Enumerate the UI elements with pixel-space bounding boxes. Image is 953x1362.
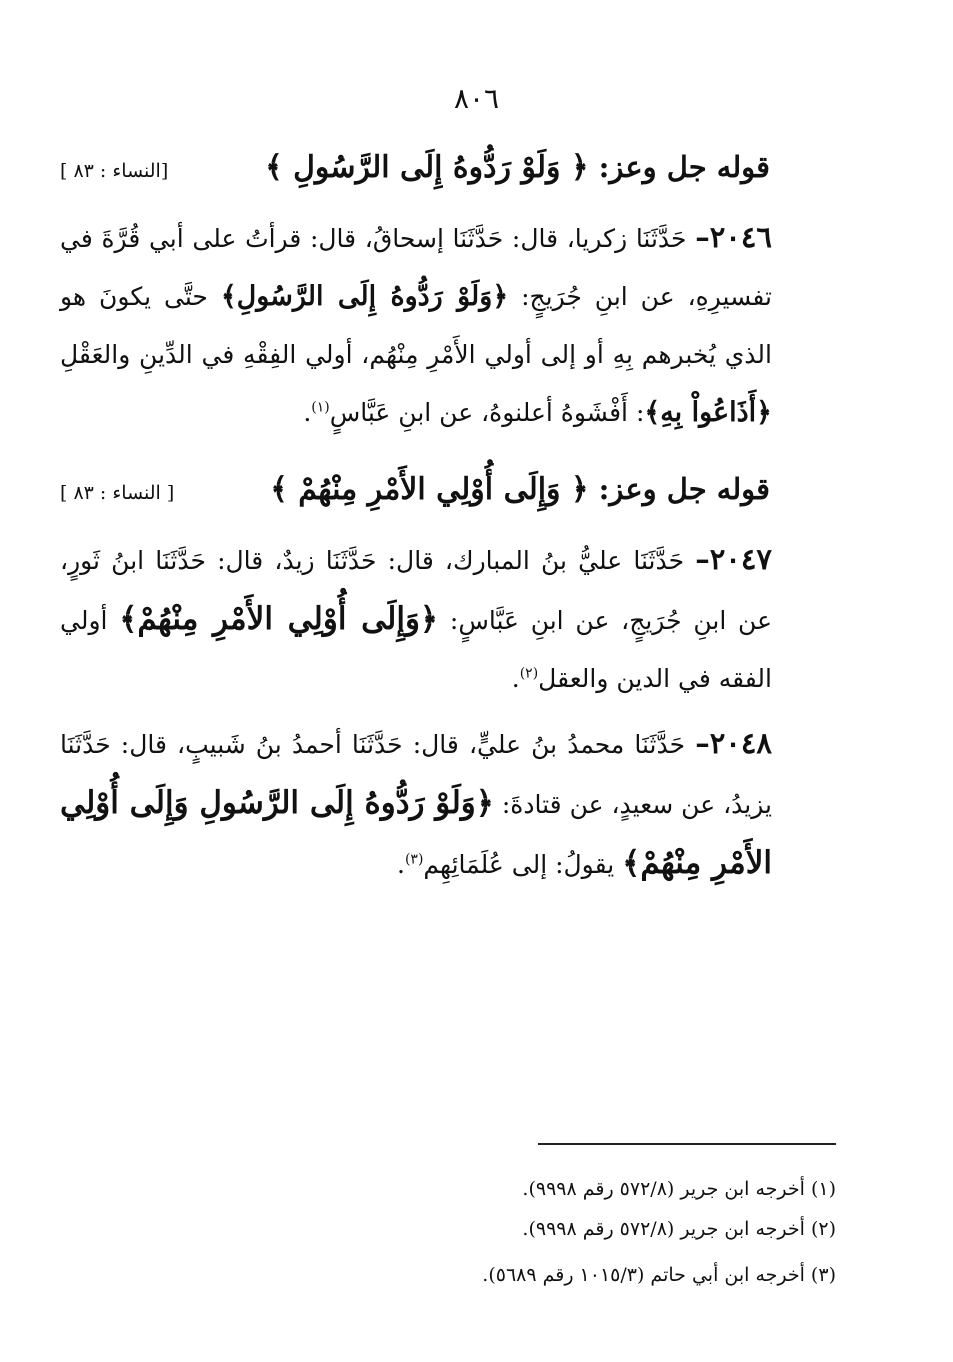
footnote-1: (١) أخرجه ابن جرير (٥٧٢/٨ رقم ٩٩٩٨). bbox=[522, 1178, 836, 1200]
footnote-separator bbox=[538, 1143, 836, 1145]
hadith-text: حَدَّثَنَا زكريا، قال: حَدَّثَنَا إسحاقُ، قال: قرأتُ على أبي قُرَّةَ في تفسيرِهِ، عن ابنِ جُرَيجٍ: bbox=[60, 224, 772, 311]
hadith-text: حتَّى يكونَ هو الذي يُخبرهم بِهِ أو إلى أولي الأَمْرِ مِنْهُم، أولي الفِقْهِ في الدِّينِ والعَقْلِ bbox=[60, 282, 772, 369]
hadith-text: حَدَّثَنَا محمدُ بنُ عليٍّ، قال: حَدَّثَنَا أحمدُ بنُ شَبيبٍ، قال: حَدَّثَنَا يزيدُ، عن سعيدٍ، عن قتادةَ: bbox=[60, 730, 772, 819]
sentence-end: . bbox=[397, 850, 405, 879]
page-number: ٨٠٦ bbox=[453, 82, 500, 115]
footnote-marker: (٣) bbox=[404, 851, 424, 868]
hadith-2048 bbox=[60, 714, 772, 894]
section-heading-2 bbox=[60, 472, 770, 507]
sentence-end: . bbox=[303, 398, 312, 427]
footnote-3: (٣) أخرجه ابن أبي حاتم (١٠١٥/٣ رقم ٥٦٨٩). bbox=[482, 1264, 836, 1286]
heading-verse: ﴿ وَلَوْ رَدُّوهُ إِلَى الرَّسُولِ ﴾ bbox=[265, 150, 589, 185]
heading-prefix: قوله جل وعز: bbox=[598, 472, 770, 506]
hadith-number: ٢٠٤٦– bbox=[695, 220, 772, 254]
hadith-text: حَدَّثَنَا عليُّ بنُ المبارك، قال: حَدَّثَنَا زيدٌ، قال: حَدَّثَنَا ابنُ ثَورٍ، عن ابنِ جُرَيجٍ، عن ابنِ عَبَّاسٍ: bbox=[60, 546, 773, 635]
quran-quote: ﴿وَلَوْ رَدُّوهُ إِلَى الرَّسُولِ﴾ bbox=[220, 281, 509, 312]
hadith-text: أولي الفقه في الدين والعقل bbox=[60, 606, 772, 693]
hadith-number: ٢٠٤٧– bbox=[695, 542, 772, 576]
footnote-marker: (٢) bbox=[519, 665, 539, 682]
hadith-text: : أَفْشَوهُ أعلنوهُ، عن ابنِ عَبَّاسٍ bbox=[329, 398, 645, 427]
hadith-text: يقولُ: إلى عُلَمَائِهِم bbox=[423, 850, 623, 879]
heading-verse: ﴿ وَإِلَى أُوْلِي الأَمْرِ مِنْهُمْ ﴾ bbox=[270, 472, 589, 507]
quran-quote: ﴿وَلَوْ رَدُّوهُ إِلَى الرَّسُولِ وَإِلَى أُوْلِي الأَمْرِ مِنْهُمْ﴾ bbox=[60, 785, 772, 881]
section-heading-1 bbox=[60, 150, 770, 185]
heading-prefix: قوله جل وعز: bbox=[598, 150, 770, 184]
hadith-2047 bbox=[60, 530, 772, 708]
hadith-number: ٢٠٤٨– bbox=[695, 726, 772, 760]
heading-title-2 bbox=[270, 472, 770, 507]
verse-reference: [ النساء : ٨٣ ] bbox=[60, 482, 175, 504]
heading-title-1 bbox=[265, 150, 770, 185]
footnote-marker: (١) bbox=[311, 399, 330, 416]
hadith-2046 bbox=[60, 208, 772, 442]
quran-quote: ﴿وَإِلَى أُوْلِي الأَمْرِ مِنْهُمْ﴾ bbox=[119, 601, 439, 637]
quran-quote: ﴿أَذَاعُواْ بِهِ﴾ bbox=[644, 397, 772, 428]
verse-reference: [النساء : ٨٣ ] bbox=[60, 160, 169, 182]
sentence-end: . bbox=[511, 664, 520, 693]
footnote-2: (٢) أخرجه ابن جرير (٥٧٢/٨ رقم ٩٩٩٨). bbox=[522, 1218, 836, 1240]
